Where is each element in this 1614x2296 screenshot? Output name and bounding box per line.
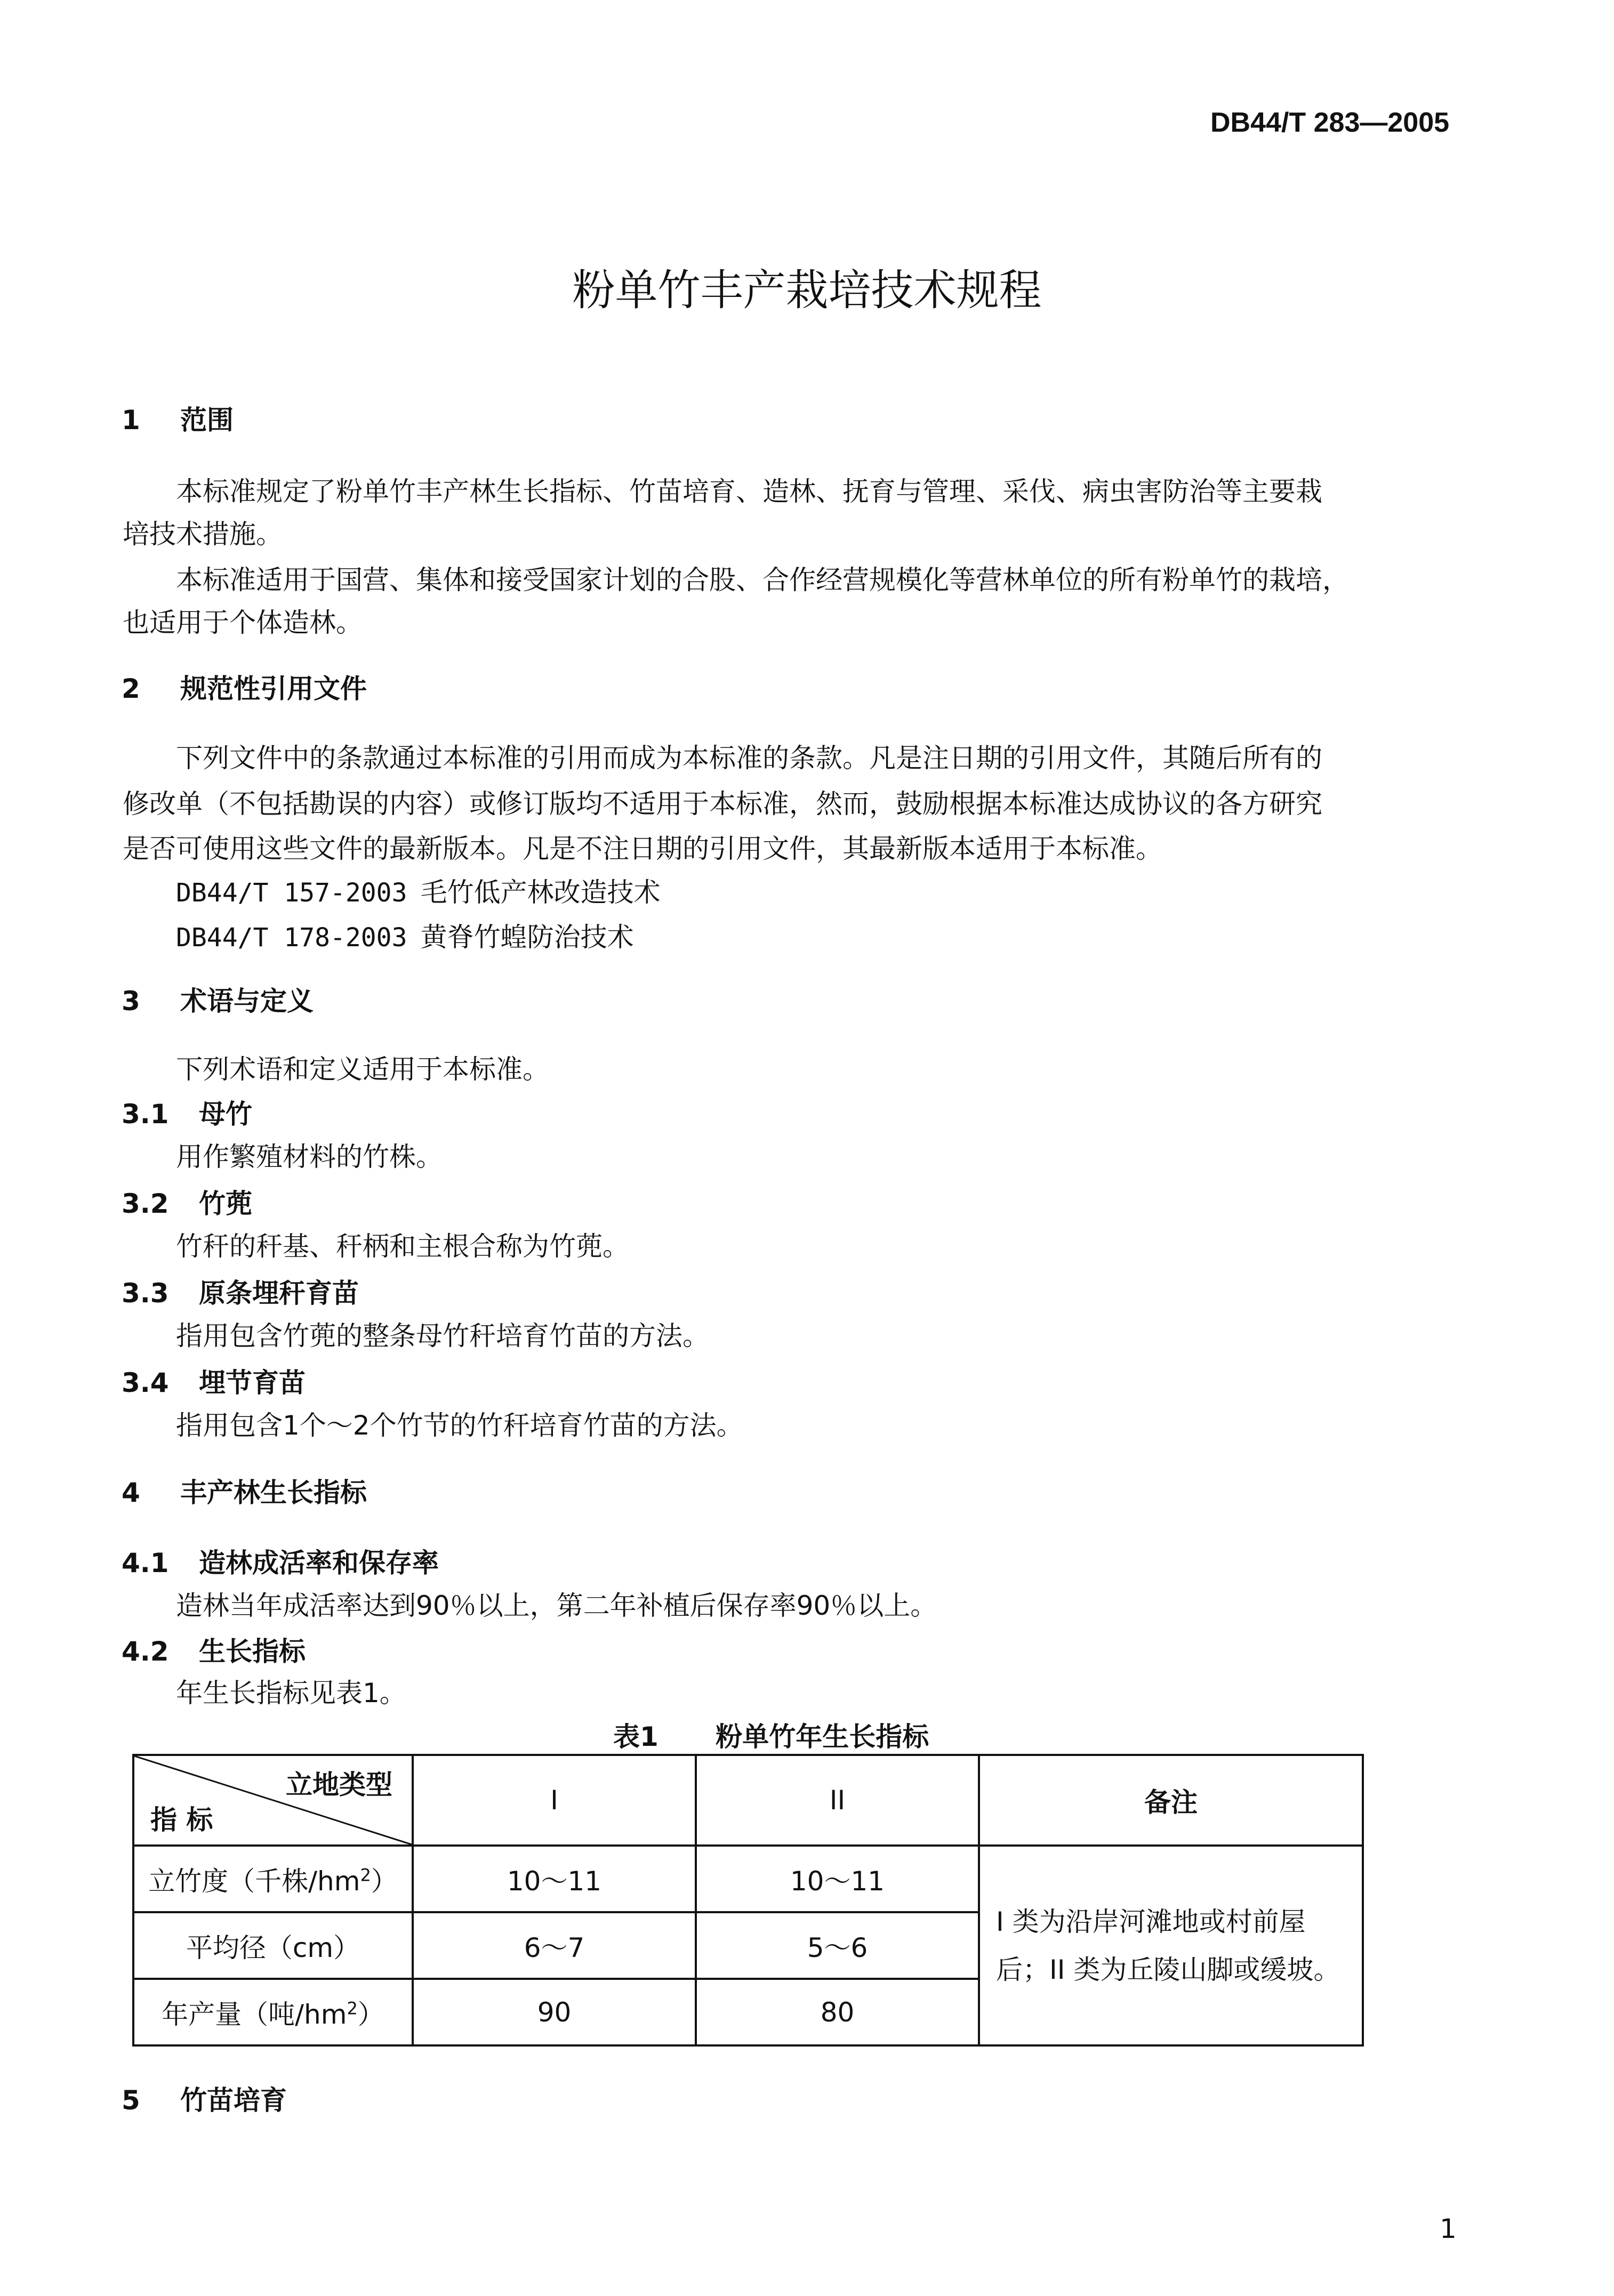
row-label-end: ） xyxy=(357,1999,384,2030)
section-title: 术语与定义 xyxy=(180,986,314,1017)
reference-item xyxy=(176,916,634,954)
term-name: 竹蔸 xyxy=(199,1188,252,1219)
section-2-heading xyxy=(122,667,367,706)
paragraph-line: 也适用于个体造林。 xyxy=(123,607,363,638)
paragraph-line: 培技术措施。 xyxy=(123,519,283,550)
paragraph-line: 修改单（不包括勘误的内容）或修订版均不适用于本标准，然而，鼓励根据本标准达成协议的各方研究 xyxy=(123,788,1322,819)
reference-code: DB44/T 157-2003 xyxy=(176,878,407,908)
table-cell: 10～11 xyxy=(413,1846,696,1912)
paragraph-line: 本标准适用于国营、集体和接受国家计划的合股、合作经营规模化等营林单位的所有粉单竹的栽培， xyxy=(176,565,1349,595)
table-corner-cell xyxy=(133,1755,413,1846)
section-title: 规范性引用文件 xyxy=(180,673,367,704)
table-caption-title: 粉单竹年生长指标 xyxy=(716,1721,929,1752)
paragraph-line: 下列术语和定义适用于本标准。 xyxy=(176,1054,549,1085)
term-number: 3.1 xyxy=(122,1099,169,1130)
paragraph-line: 下列文件中的条款通过本标准的引用而成为本标准的条款。凡是注日期的引用文件，其随后所有的 xyxy=(176,743,1322,774)
table-cell: 5～6 xyxy=(696,1912,979,1979)
reference-name: 黄脊竹蝗防治技术 xyxy=(420,922,634,953)
reference-code: DB44/T 178-2003 xyxy=(176,923,407,953)
subsection-heading xyxy=(122,1630,306,1669)
term-number: 3.4 xyxy=(122,1367,169,1398)
reference-item xyxy=(176,871,661,909)
section-5-heading xyxy=(122,2079,287,2117)
section-title: 范围 xyxy=(180,405,234,436)
row-label xyxy=(133,1846,413,1912)
paragraph-line: 造林当年成活率达到90％以上，第二年补植后保存率90％以上。 xyxy=(176,1590,937,1621)
term-definition: 竹秆的秆基、秆柄和主根合称为竹蔸。 xyxy=(176,1231,629,1262)
term-heading xyxy=(122,1272,359,1310)
remark-line: 后；II 类为丘陵山脚或缓坡。 xyxy=(996,1954,1340,1985)
section-4-heading xyxy=(122,1471,367,1510)
section-number: 4 xyxy=(122,1477,140,1508)
term-number: 3.2 xyxy=(122,1188,169,1219)
row-label-text: 年产量（吨/hm xyxy=(162,1999,347,2030)
section-number: 1 xyxy=(122,405,140,436)
paragraph-line: 年生长指标见表1。 xyxy=(176,1678,406,1709)
term-definition: 用作繁殖材料的竹株。 xyxy=(176,1141,443,1172)
table-header-row xyxy=(133,1755,1363,1846)
term-name: 埋节育苗 xyxy=(199,1367,306,1398)
paragraph-line: 是否可使用这些文件的最新版本。凡是不注日期的引用文件，其最新版本适用于本标准。 xyxy=(123,833,1162,864)
table-cell: 90 xyxy=(413,1979,696,2045)
section-number: 5 xyxy=(122,2085,140,2116)
row-label-text: 平均径（cm） xyxy=(186,1932,360,1963)
subsection-number: 4.2 xyxy=(122,1636,169,1667)
row-label xyxy=(133,1979,413,2045)
term-heading xyxy=(122,1362,306,1400)
subsection-heading xyxy=(122,1542,439,1580)
corner-column-label: 立地类型 xyxy=(286,1769,392,1800)
row-label xyxy=(133,1912,413,1979)
table-caption-number: 表1 xyxy=(613,1721,659,1752)
remark-cell xyxy=(979,1846,1363,2045)
table-cell: 6～7 xyxy=(413,1912,696,1979)
column-header: I xyxy=(413,1755,696,1846)
reference-name: 毛竹低产林改造技术 xyxy=(420,877,661,908)
growth-index-table xyxy=(132,1754,1364,2047)
standard-code: DB44/T 283—2005 xyxy=(1210,107,1450,138)
document-title: 粉单竹丰产栽培技术规程 xyxy=(572,265,1042,315)
term-name: 母竹 xyxy=(199,1099,252,1130)
section-1-heading xyxy=(122,399,234,437)
term-number: 3.3 xyxy=(122,1278,169,1309)
term-definition: 指用包含竹蔸的整条母竹秆培育竹苗的方法。 xyxy=(176,1320,709,1351)
page-number: 1 xyxy=(1440,2213,1457,2244)
term-heading xyxy=(122,1093,252,1131)
table-cell: 10～11 xyxy=(696,1846,979,1912)
table-cell: 80 xyxy=(696,1979,979,2045)
section-title: 丰产林生长指标 xyxy=(180,1477,367,1508)
paragraph-line: 本标准规定了粉单竹丰产林生长指标、竹苗培育、造林、抚育与管理、采伐、病虫害防治等主要栽 xyxy=(176,476,1322,507)
term-definition: 指用包含1个～2个竹节的竹秆培育竹苗的方法。 xyxy=(176,1410,743,1441)
remark-line: I 类为沿岸河滩地或村前屋 xyxy=(996,1906,1306,1937)
subsection-number: 4.1 xyxy=(122,1548,169,1578)
section-number: 2 xyxy=(122,673,140,704)
row-label-end: ） xyxy=(371,1865,398,1897)
superscript: 2 xyxy=(360,1864,371,1885)
subsection-title: 造林成活率和保存率 xyxy=(199,1548,439,1578)
superscript: 2 xyxy=(347,1997,358,2018)
column-header: 备注 xyxy=(979,1755,1363,1846)
section-title: 竹苗培育 xyxy=(180,2085,287,2116)
term-name: 原条埋秆育苗 xyxy=(199,1278,359,1309)
table-row xyxy=(133,1846,1363,1912)
section-number: 3 xyxy=(122,986,140,1017)
row-label-text: 立竹度（千株/hm xyxy=(148,1865,360,1897)
corner-row-label: 指 标 xyxy=(150,1804,213,1835)
section-3-heading xyxy=(122,980,314,1018)
table-caption xyxy=(613,1715,929,1754)
subsection-title: 生长指标 xyxy=(199,1636,306,1667)
column-header: II xyxy=(696,1755,979,1846)
term-heading xyxy=(122,1182,252,1221)
